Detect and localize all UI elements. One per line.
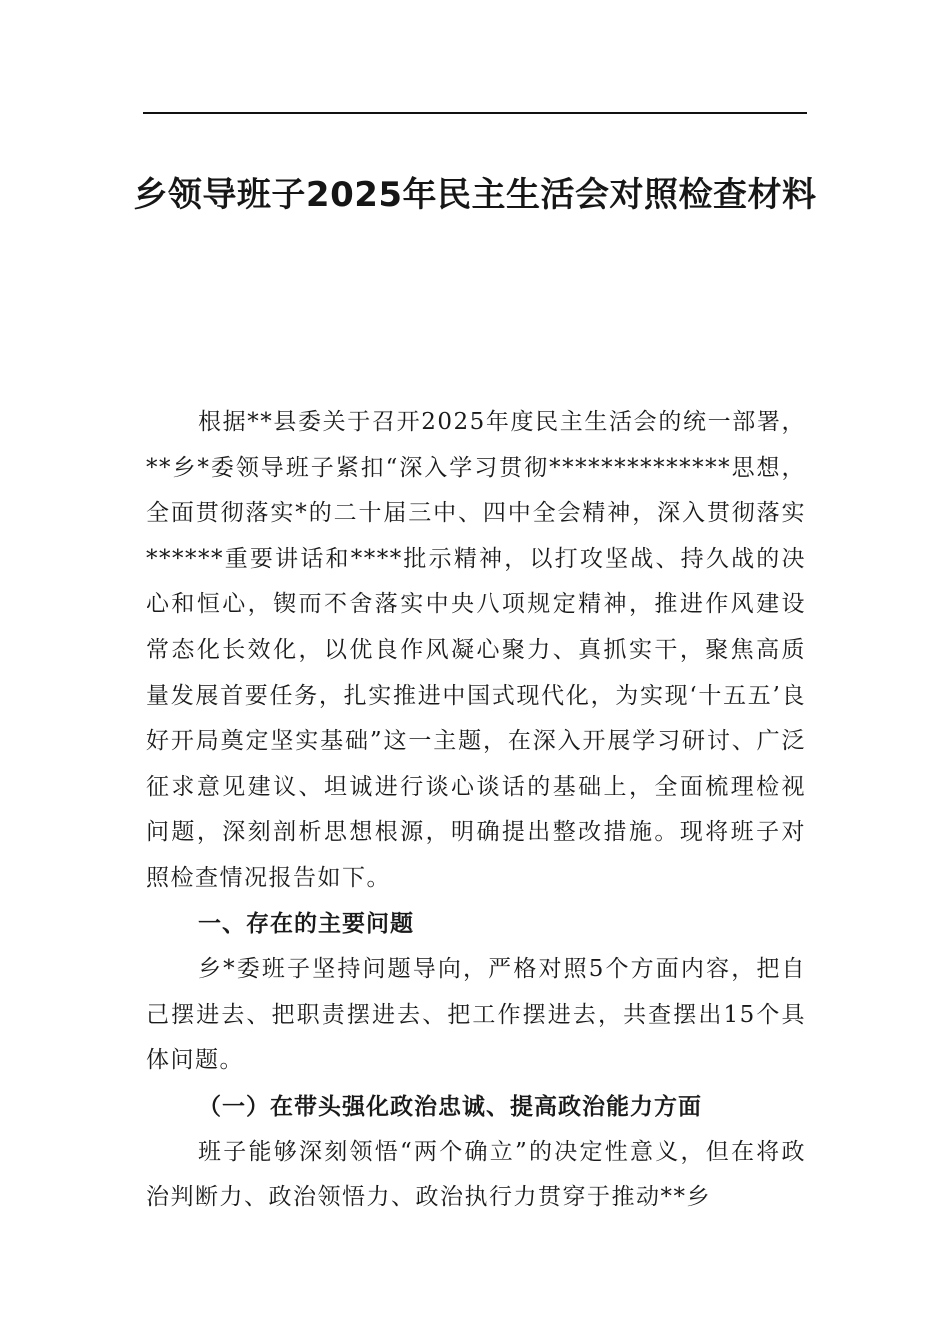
section-heading: 一、存在的主要问题 (198, 910, 414, 937)
subsection-paragraph: 班子能够深刻领悟“两个确立”的决定性意义，但在将政治判断力、政治领悟力、政治执行力贯穿于推动**乡 (146, 1138, 806, 1211)
subsection-heading: （一）在带头强化政治忠诚、提高政治能力方面 (198, 1092, 702, 1120)
document-title: 乡领导班子2025年民主生活会对照检查材料 (133, 175, 817, 215)
document-body (146, 400, 806, 1221)
section-paragraph: 乡*委班子坚持问题导向，严格对照5个方面内容，把自己摆进去、把职责摆进去、把工作摆进去，共查摆出15个具体问题。 (146, 956, 806, 1074)
intro-paragraph: 根据**县委关于召开2025年度民主生活会的统一部署，**乡*委领导班子紧扣“深入学习贯彻**************思想，全面贯彻落实*的二十届三中、四中全会精神，深入贯彻落实******重要讲话和****批示精神，以打攻坚战、持久战的决心和恒心，锲而不舍落实中央八项规定精神，推进作风建设常态化长效化，以优良作风凝心聚力、真抓实干，聚焦高质量发展首要任务，扎实推进中国式现代化，为实现‘十五五’良好开局奠定坚实基础”这一主题，在深入开展学习研讨、广泛征求意见建议、坦诚进行谈心谈话的基础上，全面梳理检视问题，深刻剖析思想根源，明确提出整改措施。现将班子对照检查情况报告如下。 (146, 409, 806, 891)
header-rule (143, 112, 807, 114)
